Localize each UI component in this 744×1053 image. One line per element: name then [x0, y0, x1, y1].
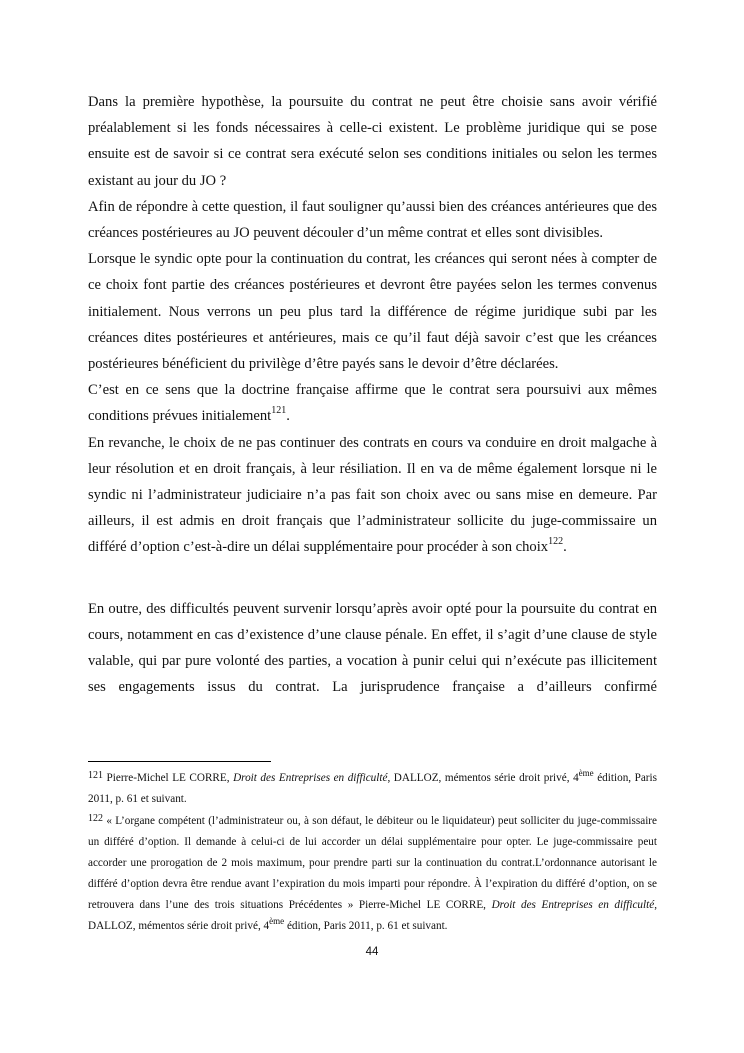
footnote-text: , DALLOZ, mémentos série droit privé, 4: [88, 899, 657, 932]
footnotes: [88, 768, 657, 938]
footnote-text: édition, Paris 2011, p. 61 et suivant.: [88, 772, 657, 805]
paragraph-5: [88, 430, 657, 561]
footnote-ordinal: ème: [269, 916, 285, 926]
footnote-number: 121: [88, 770, 103, 781]
paragraph-5-text: En revanche, le choix de ne pas continuer des contrats en cours va conduire en droit malgache à leur résolution et en droit français, à leur résiliation. Il en va de même également lorsque ni le syndic ni l’administrateur judiciaire n’a pas fait son choix avec ou sans mise en demeure. Par ailleurs, il est admis en droit français que l’administrateur sollicite du juge-commissaire un différé d’option c’est-à-dire un délai supplémentaire pour procéder à son choix: [88, 434, 657, 556]
paragraph-4-text: C’est en ce sens que la doctrine française affirme que le contrat sera poursuivi aux mêmes conditions prévues initialement: [88, 382, 657, 425]
paragraph-4: [88, 377, 657, 429]
paragraph-1: Dans la première hypothèse, la poursuite du contrat ne peut être choisie sans avoir vérifié préalablement si les fonds nécessaires à celle-ci existent. Le problème juridique qui se pose ensuite est de savoir si ce contrat sera exécuté selon ses conditions initiales ou selon les termes existant au jour du JO ?: [88, 94, 657, 189]
footnote-text: , DALLOZ, mémentos série droit privé, 4: [387, 772, 579, 784]
footnote-text: édition, Paris 2011, p. 61 et suivant.: [284, 920, 448, 932]
paragraph-4-end: .: [286, 408, 290, 425]
body-text: [88, 89, 657, 700]
footnote-book-title: Droit des Entreprises en difficulté: [491, 899, 655, 911]
paragraph-2: Afin de répondre à cette question, il faut souligner qu’aussi bien des créances antérieures que des créances postérieures au JO peuvent découler d’un même contrat et elles sont divisibles.: [88, 198, 657, 242]
paragraph-5-end: .: [563, 539, 567, 556]
footnote-ordinal: ème: [578, 768, 594, 778]
footnote-text: « L’organe compétent (l’administrateur ou, à son défaut, le débiteur ou le liquidateur) peut solliciter du juge-commissaire un différé d’option. Il demande à celui-ci de lui accorder un délai supplémentaire pour opter. Le juge-commissaire peut accorder une prorogation de 2 mois maximum, pour prendre parti sur la continuation du contrat.L’ordonnance autorisant le différé d’option devra être rendue avant l’expiration du mois imparti pour répondre. À l’expiration du différé d’option, on se retrouvera dans l’une des trois situations Précédentes » Pierre-Michel LE CORRE,: [88, 815, 657, 911]
paragraph-6: En outre, des difficultés peuvent survenir lorsqu’après avoir opté pour la poursuite du contrat en cours, notamment en cas d’existence d’une clause pénale. En effet, il s’agit d’une clause de style valable, qui par pure volonté des parties, a vocation à punir celui qui n’exécute pas illicitement ses engagements issus du contrat. La jurisprudence française a d’ailleurs confirmé: [88, 600, 657, 696]
paragraph-3: Lorsque le syndic opte pour la continuation du contrat, les créances qui seront nées à compter de ce choix font partie des créances postérieures et devront être payées selon les termes convenus initialement. Nous verrons un peu plus tard la différence de régime juridique subi par les créances dites postérieures et antérieures, mais ce qu’il faut déjà savoir c’est que les créances postérieures bénéficient du privilège d’être payés sans le devoir d’être déclarées.: [88, 251, 657, 373]
footnote-ref-122[interactable]: 122: [548, 536, 564, 548]
paragraph-gap: [88, 561, 657, 596]
page-number: 44: [365, 946, 379, 958]
footnote-separator: [88, 761, 271, 762]
footnote-book-title: Droit des Entreprises en difficulté: [233, 772, 388, 784]
footnote-122: [88, 811, 657, 937]
footnote-number: 122: [88, 813, 103, 824]
footnote-text: Pierre-Michel LE CORRE,: [103, 772, 234, 784]
footnote-ref-121[interactable]: 121: [271, 405, 287, 417]
footnote-121: [88, 768, 657, 810]
